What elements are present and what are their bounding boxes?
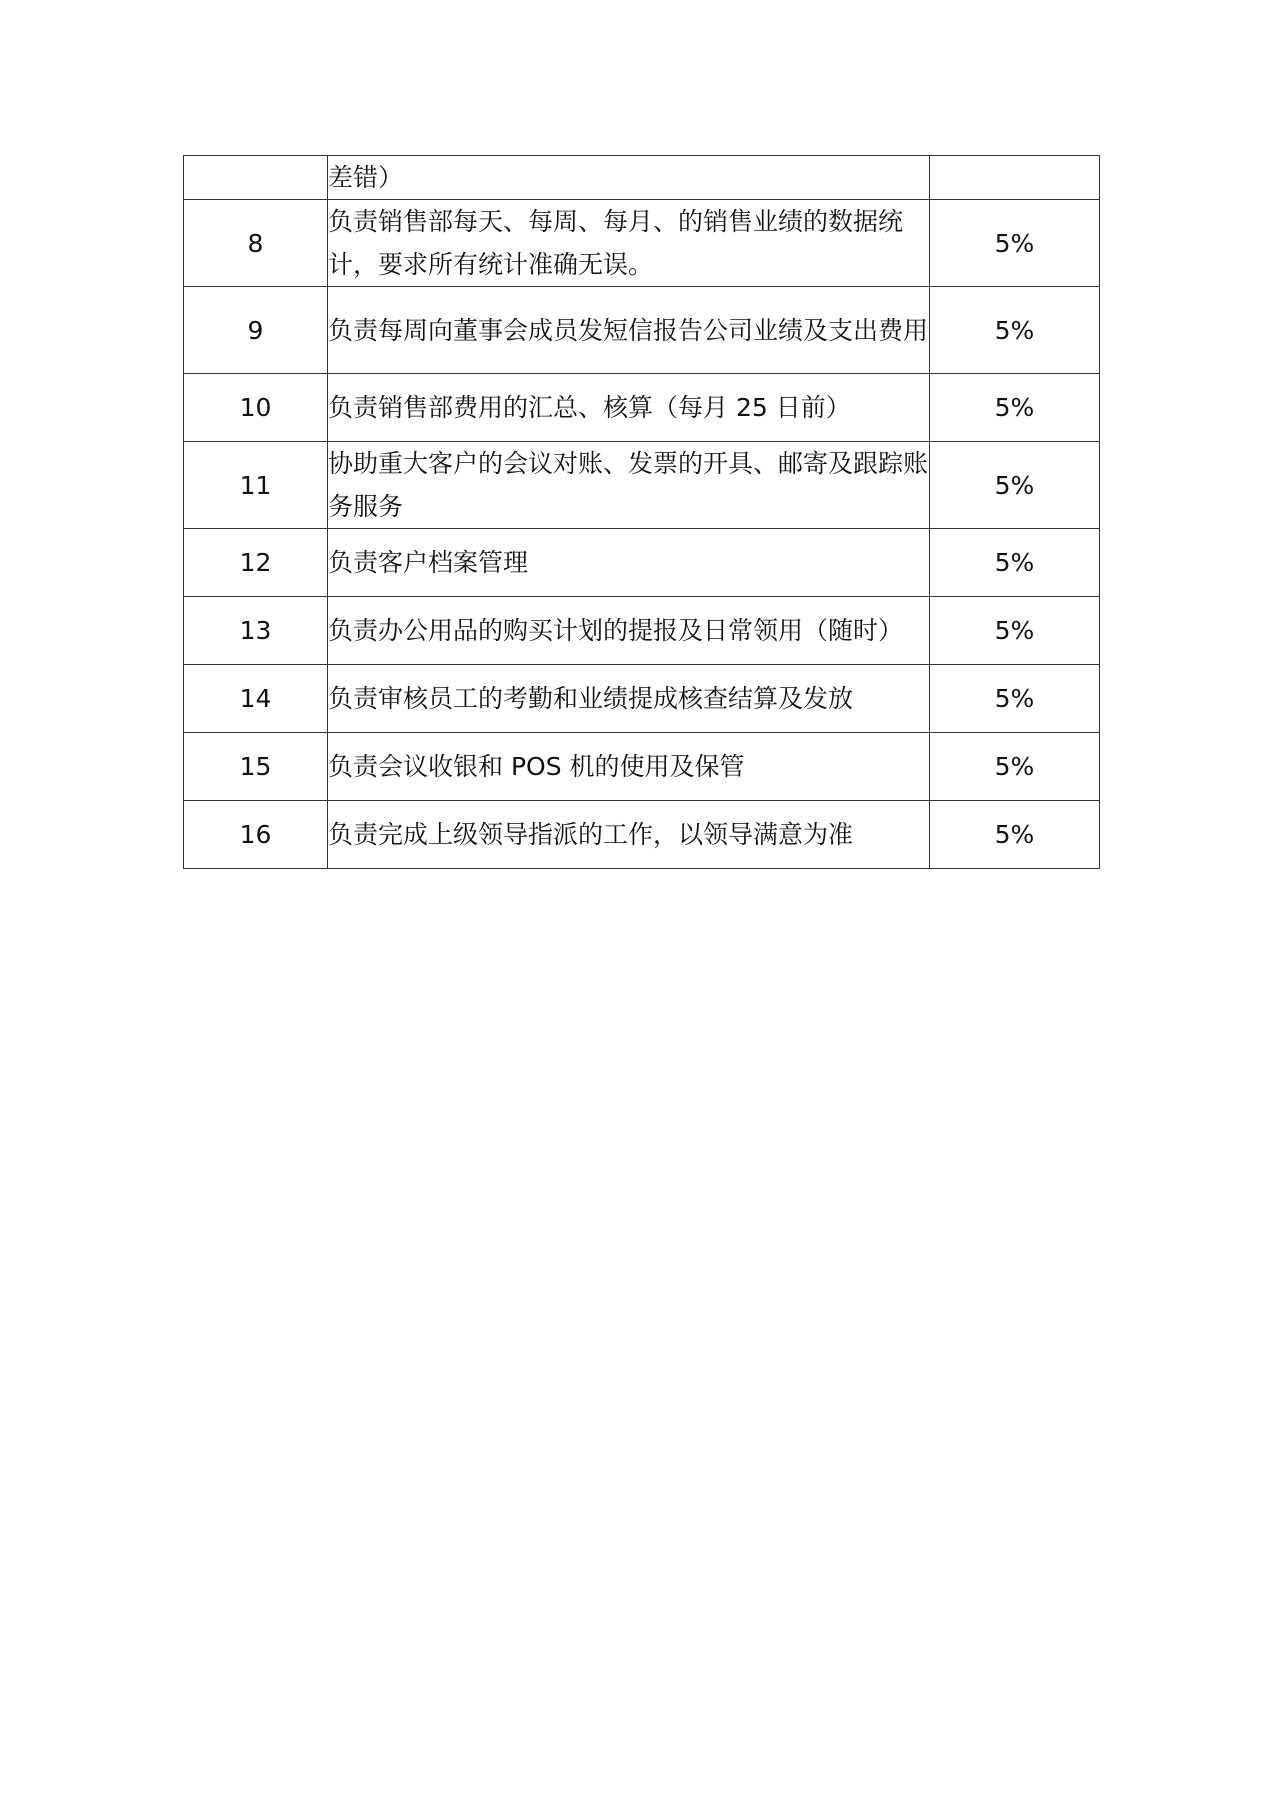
- table-row: [184, 200, 1100, 287]
- row-weight-cell: 5%: [930, 200, 1100, 287]
- row-description-cell: 负责办公用品的购买计划的提报及日常领用（随时）: [328, 597, 930, 665]
- row-weight-cell: 5%: [930, 597, 1100, 665]
- table-row: [184, 529, 1100, 597]
- table-row: [184, 287, 1100, 374]
- row-weight-cell: 5%: [930, 733, 1100, 801]
- table-row: [184, 597, 1100, 665]
- row-number-cell: 8: [184, 200, 328, 287]
- table-row: [184, 801, 1100, 869]
- row-description-cell: 负责销售部费用的汇总、核算（每月 25 日前）: [328, 374, 930, 442]
- table-row: [184, 442, 1100, 529]
- row-number-cell: 15: [184, 733, 328, 801]
- row-weight-cell: 5%: [930, 442, 1100, 529]
- row-description-cell: 负责销售部每天、每周、每月、的销售业绩的数据统计，要求所有统计准确无误。: [328, 200, 930, 287]
- row-description-cell: 负责客户档案管理: [328, 529, 930, 597]
- row-description-cell: 负责完成上级领导指派的工作，以领导满意为准: [328, 801, 930, 869]
- row-number-cell: 13: [184, 597, 328, 665]
- row-description-cell: 差错）: [328, 156, 930, 200]
- row-number-cell: 16: [184, 801, 328, 869]
- row-description-cell: 负责每周向董事会成员发短信报告公司业绩及支出费用: [328, 287, 930, 374]
- duty-table: [183, 155, 1100, 869]
- row-number-cell: 12: [184, 529, 328, 597]
- table-row-continuation: [184, 156, 1100, 200]
- table-row: [184, 374, 1100, 442]
- row-weight-cell: 5%: [930, 374, 1100, 442]
- row-number-cell: 9: [184, 287, 328, 374]
- row-weight-cell: 5%: [930, 801, 1100, 869]
- row-number-cell: 14: [184, 665, 328, 733]
- table-row: [184, 665, 1100, 733]
- row-weight-cell: 5%: [930, 529, 1100, 597]
- row-description-cell: 负责会议收银和 POS 机的使用及保管: [328, 733, 930, 801]
- row-number-cell: [184, 156, 328, 200]
- row-weight-cell: 5%: [930, 665, 1100, 733]
- table-row: [184, 733, 1100, 801]
- row-number-cell: 10: [184, 374, 328, 442]
- row-weight-cell: [930, 156, 1100, 200]
- row-description-cell: 负责审核员工的考勤和业绩提成核查结算及发放: [328, 665, 930, 733]
- row-description-cell: 协助重大客户的会议对账、发票的开具、邮寄及跟踪账务服务: [328, 442, 930, 529]
- row-number-cell: 11: [184, 442, 328, 529]
- row-weight-cell: 5%: [930, 287, 1100, 374]
